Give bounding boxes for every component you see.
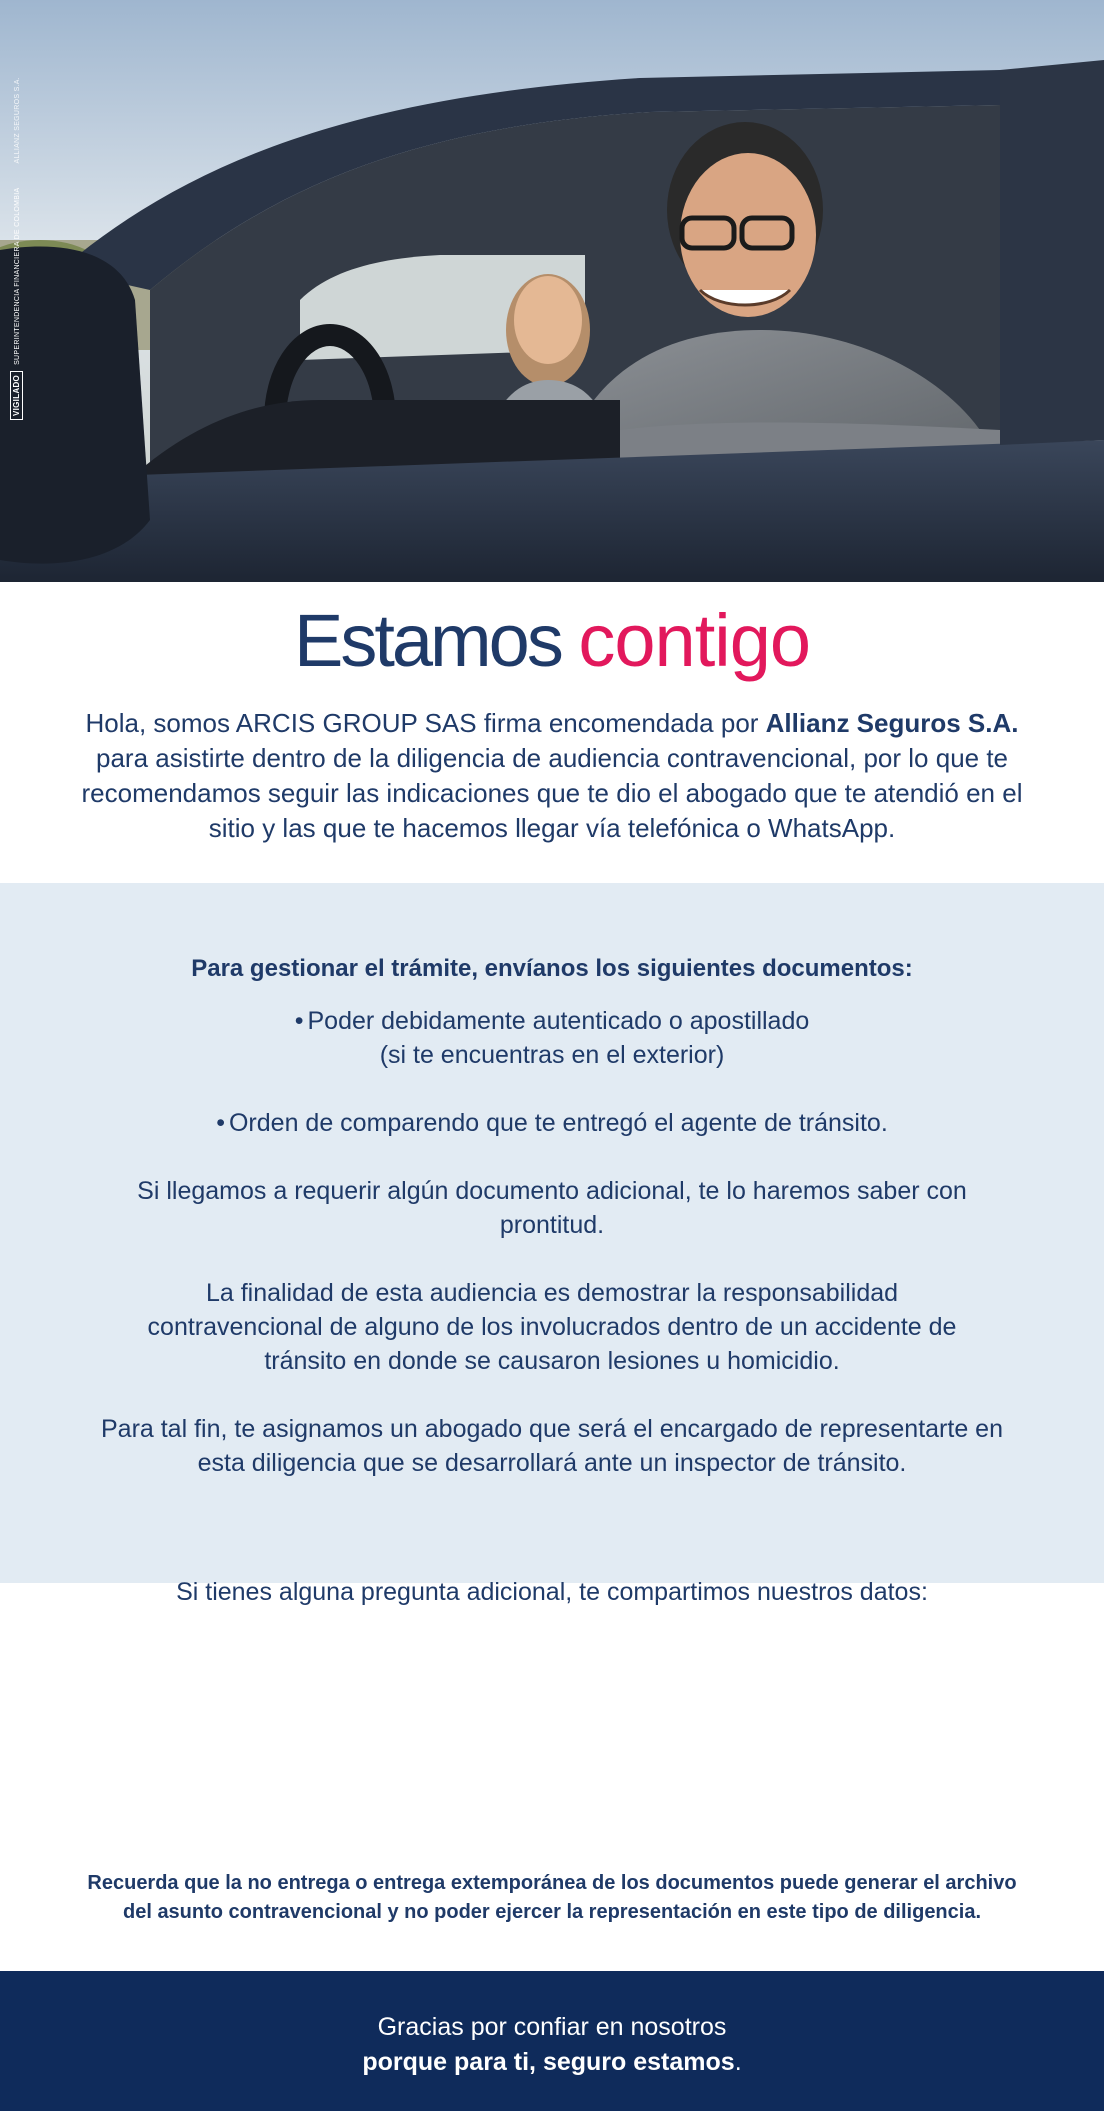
intro-company: Allianz Seguros S.A. — [765, 708, 1019, 738]
vigilado-text: SUPERINTENDENCIA FINANCIERA DE COLOMBIA — [14, 187, 21, 365]
title-part-contigo: contigo — [578, 599, 811, 682]
vigilado-small-text: ALLIANZ SEGUROS S.A. — [14, 76, 21, 164]
hero-image — [0, 0, 1104, 582]
bullet-icon: • — [294, 1007, 304, 1035]
documents-section — [0, 883, 1104, 1583]
footer-slogan-period: . — [734, 2048, 742, 2076]
document-item-poder-line2: (si te encuentras en el exterior) — [379, 1041, 725, 1069]
document-item-comparendo — [90, 1106, 1014, 1140]
lawyer-assignment — [90, 1412, 1014, 1480]
footer-thanks: Gracias por confiar en nosotros — [377, 2013, 727, 2041]
documents-content — [90, 952, 1014, 1514]
additional-document-note — [90, 1174, 1014, 1242]
delivery-warning-text: Recuerda que la no entrega o entrega extemporánea de los documentos puede generar el archivo del asunto contravencional y no poder ejercer la representación en este tipo de diligencia. — [87, 1872, 1017, 1923]
page-title — [0, 598, 1104, 684]
footer-slogan — [0, 2044, 1104, 2080]
footer-banner — [0, 1971, 1104, 2111]
title-part-estamos: Estamos — [293, 599, 561, 682]
document-item-poder-line1: Poder debidamente autenticado o apostillado — [307, 1007, 810, 1035]
document-item-poder — [90, 1004, 1014, 1072]
intro-paragraph — [70, 706, 1034, 846]
contact-intro-text: Si tienes alguna pregunta adicional, te compartimos nuestros datos: — [176, 1578, 928, 1606]
vigilado-badge — [10, 76, 32, 420]
additional-document-text: Si llegamos a requerir algún documento adicional, te lo haremos saber con prontitud. — [137, 1177, 967, 1239]
hearing-purpose-text: La finalidad de esta audiencia es demostrar la responsabilidad contravencional de alguno de los involucrados dentro de un accidente de tránsito en donde se causaron lesiones u homicidio. — [147, 1279, 957, 1375]
intro-text-after: para asistirte dentro de la diligencia de audiencia contravencional, por lo que te recomendamos seguir las indicaciones que te dio el abogado que te atendió en el sitio y las que te hacemos llegar vía telefónica o WhatsApp. — [81, 743, 1023, 843]
documents-heading: Para gestionar el trámite, envíanos los siguientes documentos: — [191, 955, 913, 982]
contact-intro — [150, 1575, 954, 1610]
lawyer-assignment-text: Para tal fin, te asignamos un abogado que será el encargado de representarte en esta diligencia que se desarrollará ante un inspector de tránsito. — [100, 1415, 1003, 1477]
footer-slogan-bold: porque para ti, seguro estamos — [362, 2048, 735, 2076]
bullet-icon: • — [216, 1109, 225, 1137]
hearing-purpose — [90, 1276, 1014, 1378]
intro-text-before: Hola, somos ARCIS GROUP SAS firma encomendada por — [85, 708, 766, 738]
vigilado-label: VIGILADO — [10, 371, 23, 420]
delivery-warning — [80, 1869, 1024, 1927]
car-driver-illustration — [0, 0, 1104, 582]
document-item-comparendo-text: Orden de comparendo que te entregó el agente de tránsito. — [228, 1109, 888, 1137]
